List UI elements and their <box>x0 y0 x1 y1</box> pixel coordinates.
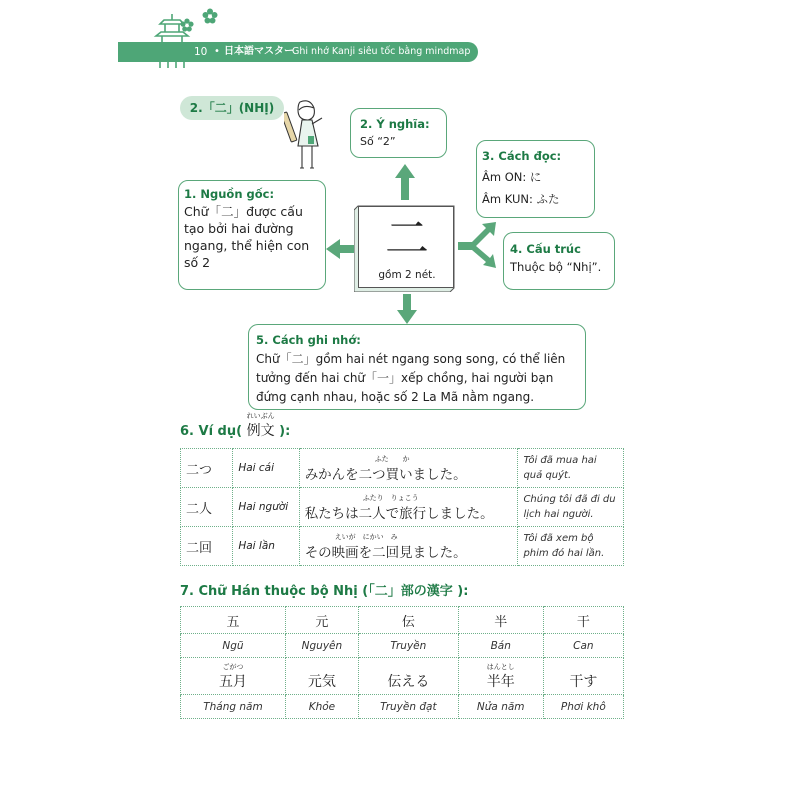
table-row <box>181 607 624 634</box>
flower-icon <box>180 18 194 32</box>
example-translation: Tôi đã mua hai quả quýt. <box>518 449 624 488</box>
example-sentence-cell <box>299 488 518 527</box>
example-ruby: えいが にかい み <box>334 532 398 541</box>
radical-kanji: 干 <box>543 607 623 634</box>
examples-heading <box>180 412 291 440</box>
meaning-text: Số “2” <box>360 135 396 148</box>
book-title: 日本語マスター <box>224 46 294 57</box>
memory-heading: 5. Cách ghi nhớ: <box>256 333 361 347</box>
examples-table <box>180 448 624 566</box>
memory-box <box>248 324 586 410</box>
meaning-heading: 2. Ý nghĩa: <box>360 117 430 131</box>
radical-word-ruby <box>287 662 357 671</box>
radical-reading: Truyền <box>358 634 458 658</box>
radical-word-ruby <box>360 662 457 671</box>
radical-word-cell <box>458 658 543 695</box>
memory-line: Chữ「二」gồm hai nét ngang song song, có thể liên <box>256 352 566 366</box>
radical-kanji: 元 <box>285 607 358 634</box>
radical-meaning: Khỏe <box>285 695 358 719</box>
example-sentence: その映画を二回見ました。 <box>304 544 467 561</box>
stroke-note: gồm 2 nét. <box>378 269 436 281</box>
structure-text: Thuộc bộ “Nhị”. <box>510 260 602 274</box>
page-number: 10 <box>194 46 208 58</box>
example-word: 二人 <box>181 488 233 527</box>
example-meaning: Hai lần <box>233 527 299 566</box>
origin-box <box>178 180 326 290</box>
meaning-box <box>350 108 447 158</box>
reading-kun: Âm KUN: ふた <box>482 192 560 206</box>
flower-icon <box>202 8 218 24</box>
example-sentence: 私たちは二人で旅行しました。 <box>304 505 494 522</box>
table-row <box>181 695 624 719</box>
radical-meaning: Truyền đạt <box>358 695 458 719</box>
structure-box <box>503 232 615 290</box>
example-meaning: Hai cái <box>233 449 299 488</box>
example-translation: Chúng tôi đã đi du lịch hai người. <box>518 488 624 527</box>
radical-reading: Can <box>543 634 623 658</box>
radical-table <box>180 606 624 719</box>
header-bar <box>118 42 478 62</box>
example-ruby: ふた か <box>374 454 410 463</box>
example-word: 二回 <box>181 527 233 566</box>
reading-box <box>476 140 595 218</box>
radical-kanji: 伝 <box>358 607 458 634</box>
reading-heading: 3. Cách đọc: <box>482 149 562 163</box>
example-translation: Tôi đã xem bộ phim đó hai lần. <box>518 527 624 566</box>
radical-word-cell <box>285 658 358 695</box>
radical-word-cell <box>543 658 623 695</box>
radical-word: 半年 <box>486 673 515 690</box>
table-row <box>181 488 624 527</box>
radical-word-cell <box>181 658 286 695</box>
example-meaning: Hai người <box>233 488 299 527</box>
arrow-down-icon <box>396 294 418 324</box>
radical-meaning: Phơi khô <box>543 695 623 719</box>
kanji-card <box>354 202 458 292</box>
radical-word: 五月 <box>218 673 247 690</box>
main-kanji: 二 <box>385 213 429 264</box>
radical-word-ruby: ごがつ <box>222 662 244 671</box>
girl-with-pencil-illustration <box>284 98 328 178</box>
radical-kanji: 半 <box>458 607 543 634</box>
kanji-card-face <box>358 206 454 288</box>
origin-line: Chữ「二」được cấu <box>184 204 303 219</box>
examples-heading-ruby: れいぶん <box>246 412 275 420</box>
memory-line: đứng cạnh nhau, hoặc số 2 La Mã nằm ngang. <box>256 390 535 404</box>
radical-kanji: 五 <box>181 607 286 634</box>
example-sentence-cell <box>299 527 518 566</box>
reading-on: Âm ON: に <box>482 170 542 184</box>
table-row <box>181 634 624 658</box>
radical-reading: Ngũ <box>181 634 286 658</box>
radical-reading: Nguyên <box>285 634 358 658</box>
example-word: 二つ <box>181 449 233 488</box>
example-sentence-cell <box>299 449 518 488</box>
radical-word-cell <box>358 658 458 695</box>
arrow-left-icon <box>326 238 356 260</box>
table-row <box>181 658 624 695</box>
example-sentence: みかんを二つ買いました。 <box>304 466 467 483</box>
arrow-up-icon <box>394 164 416 200</box>
radical-word: 干す <box>569 673 598 690</box>
examples-heading-suffix: ): <box>279 424 291 439</box>
origin-line: số 2 <box>184 255 211 270</box>
radical-heading: 7. Chữ Hán thuộc bộ Nhị (「二」部の漢字 ): <box>180 584 469 599</box>
origin-line: ngang, thể hiện con <box>184 238 310 253</box>
examples-heading-prefix: 6. Ví dụ( <box>180 424 243 439</box>
table-row <box>181 527 624 566</box>
memory-line: tưởng đến hai chữ「一」xếp chồng, hai người bạn <box>256 371 554 385</box>
radical-meaning: Tháng năm <box>181 695 286 719</box>
fork-arrow-icon <box>458 222 498 268</box>
radical-word-ruby: はんとし <box>486 662 515 671</box>
radical-word: 伝える <box>387 673 430 690</box>
examples-heading-word: 例文 <box>246 423 275 439</box>
header-bullet: • <box>214 46 220 57</box>
entry-title: 2.「二」(NHỊ) <box>180 96 284 120</box>
radical-meaning: Nửa năm <box>458 695 543 719</box>
example-ruby: ふたり りょこう <box>362 493 419 502</box>
radical-reading: Bán <box>458 634 543 658</box>
structure-heading: 4. Cấu trúc <box>510 242 581 256</box>
origin-line: tạo bởi hai đường <box>184 221 294 236</box>
table-row <box>181 449 624 488</box>
radical-word: 元気 <box>307 673 336 690</box>
origin-heading: 1. Nguồn gốc: <box>184 187 275 201</box>
book-subtitle: Ghi nhớ Kanji siêu tốc bằng mindmap <box>292 46 471 57</box>
radical-word-ruby <box>545 662 622 671</box>
